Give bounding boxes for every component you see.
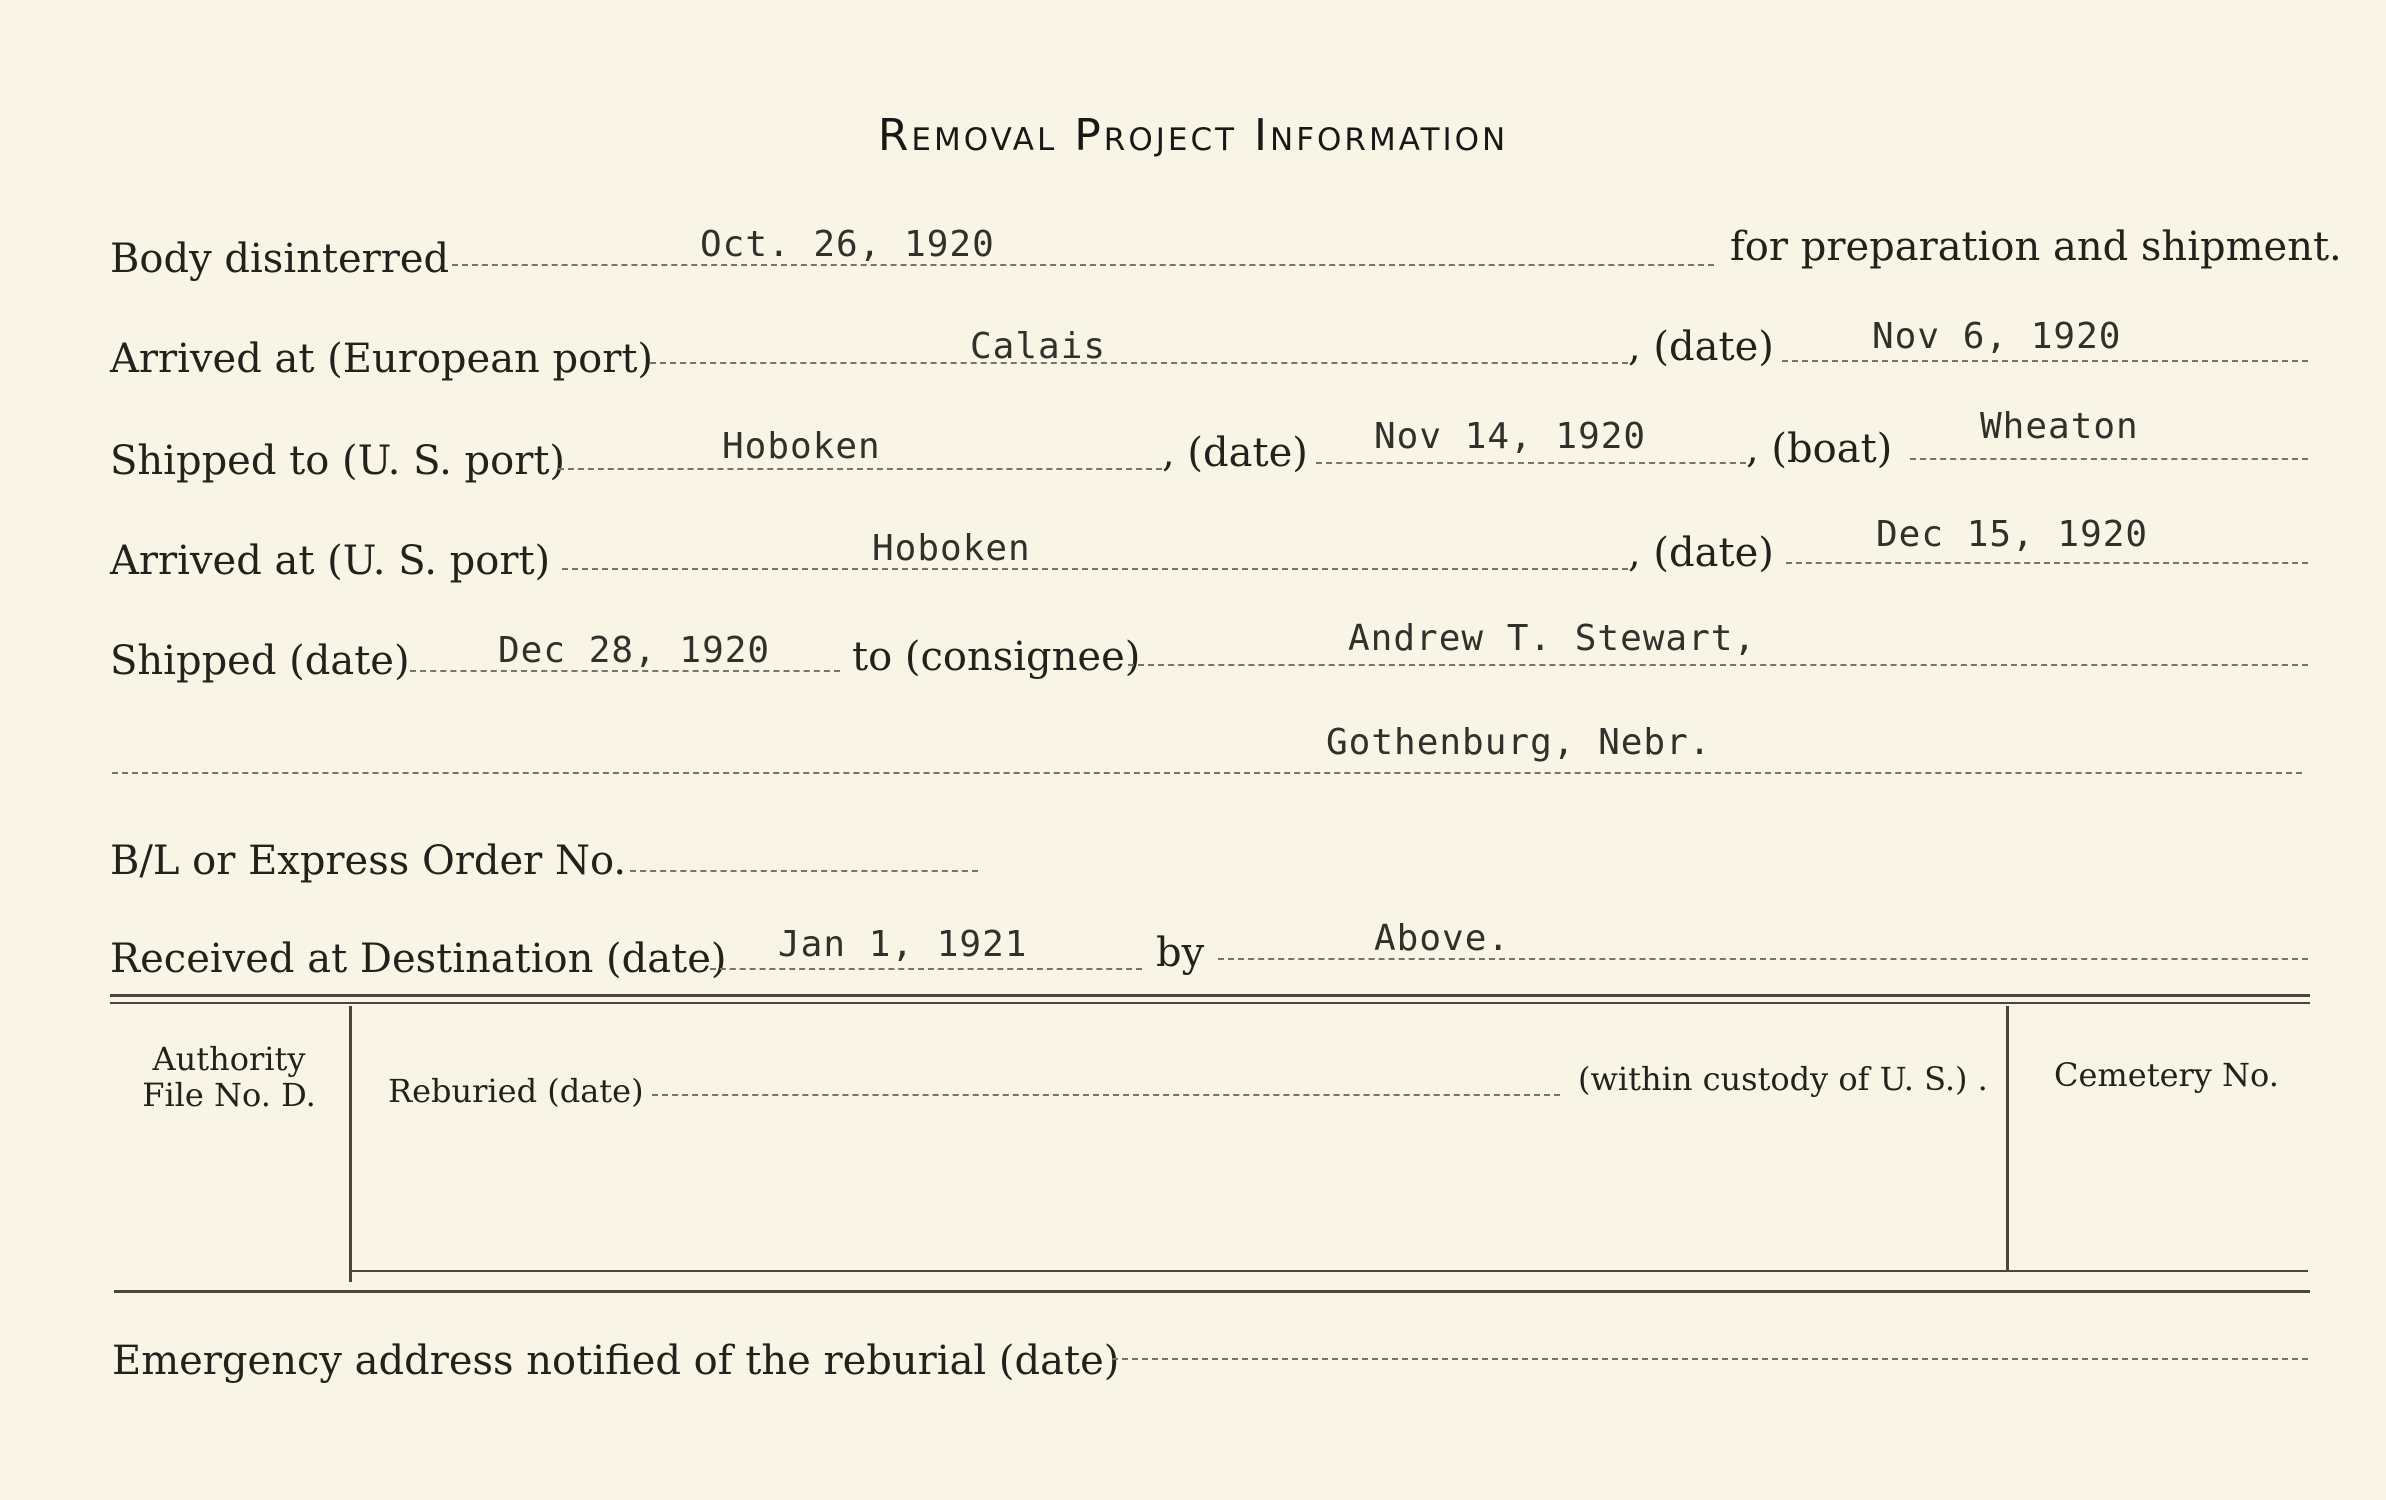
- received-by-label: by: [1156, 930, 1205, 976]
- consignee-name-value: Andrew T. Stewart,: [1348, 618, 1757, 659]
- emergency-address-line: [1112, 1358, 2308, 1360]
- bl-order-line: [630, 870, 978, 872]
- shipped-us-boat-label: , (boat): [1746, 426, 1893, 472]
- received-by-value: Above.: [1374, 918, 1511, 959]
- shipped-us-boat-line: [1910, 458, 2308, 460]
- shipped-us-port-value: Hoboken: [722, 426, 881, 467]
- file-no-label: File No. D.: [142, 1076, 316, 1114]
- arrived-us-date-line: [1786, 562, 2308, 564]
- table-top-rule-inner: [110, 1002, 2310, 1004]
- card-title: Removal Project Information: [877, 110, 1509, 161]
- european-port-value: Calais: [970, 326, 1107, 367]
- received-destination-line: [710, 968, 1142, 970]
- shipped-us-date-value: Nov 14, 1920: [1374, 416, 1647, 457]
- body-disinterred-line: [452, 264, 1714, 266]
- consignee-line: [1128, 664, 2308, 666]
- european-port-label: Arrived at (European port): [110, 336, 654, 382]
- arrived-us-port-value: Hoboken: [872, 528, 1031, 569]
- arrived-us-port-label: Arrived at (U. S. port): [110, 538, 551, 584]
- cemetery-no-label: Cemetery No.: [2054, 1056, 2279, 1094]
- arrived-us-date-label: , (date): [1628, 530, 1774, 576]
- body-disinterred-label: Body disinterred: [110, 236, 450, 282]
- shipped-us-port-line: [558, 468, 1162, 470]
- consignee-address-value: Gothenburg, Nebr.: [1326, 722, 1712, 763]
- table-divider-left: [349, 1006, 352, 1282]
- shipped-us-port-label: Shipped to (U. S. port): [110, 438, 565, 484]
- reburied-date-line: [652, 1094, 1560, 1096]
- consignee-label: to (consignee): [852, 634, 1141, 680]
- european-port-date-value: Nov 6, 1920: [1872, 316, 2122, 357]
- emergency-address-label: Emergency address notified of the reburial (date): [112, 1338, 1120, 1384]
- shipped-date-value: Dec 28, 1920: [498, 630, 771, 671]
- table-top-rule: [110, 994, 2310, 997]
- bl-order-label: B/L or Express Order No.: [110, 838, 627, 884]
- received-destination-label: Received at Destination (date): [110, 936, 727, 982]
- shipped-date-label: Shipped (date): [110, 638, 410, 684]
- shipped-us-date-label: , (date): [1162, 430, 1308, 476]
- arrived-us-date-value: Dec 15, 1920: [1876, 514, 2149, 555]
- shipped-us-date-line: [1316, 462, 1746, 464]
- european-port-date-label: , (date): [1628, 324, 1774, 370]
- body-disinterred-suffix: for preparation and shipment.: [1730, 224, 2342, 270]
- authority-label: Authority: [152, 1040, 306, 1078]
- custody-label: (within custody of U. S.) .: [1578, 1060, 1988, 1098]
- table-bottom-rule: [114, 1290, 2310, 1293]
- arrived-us-port-line: [562, 568, 1628, 570]
- shipped-us-boat-value: Wheaton: [1980, 406, 2139, 447]
- table-divider-right: [2006, 1006, 2009, 1270]
- received-destination-value: Jan 1, 1921: [778, 924, 1028, 965]
- consignee-address-line: [112, 772, 2302, 774]
- table-inner-bottom-rule: [350, 1270, 2308, 1272]
- european-port-date-line: [1782, 360, 2308, 362]
- body-disinterred-value: Oct. 26, 1920: [700, 224, 995, 265]
- european-port-line: [650, 362, 1628, 364]
- reburied-date-label: Reburied (date): [388, 1072, 644, 1110]
